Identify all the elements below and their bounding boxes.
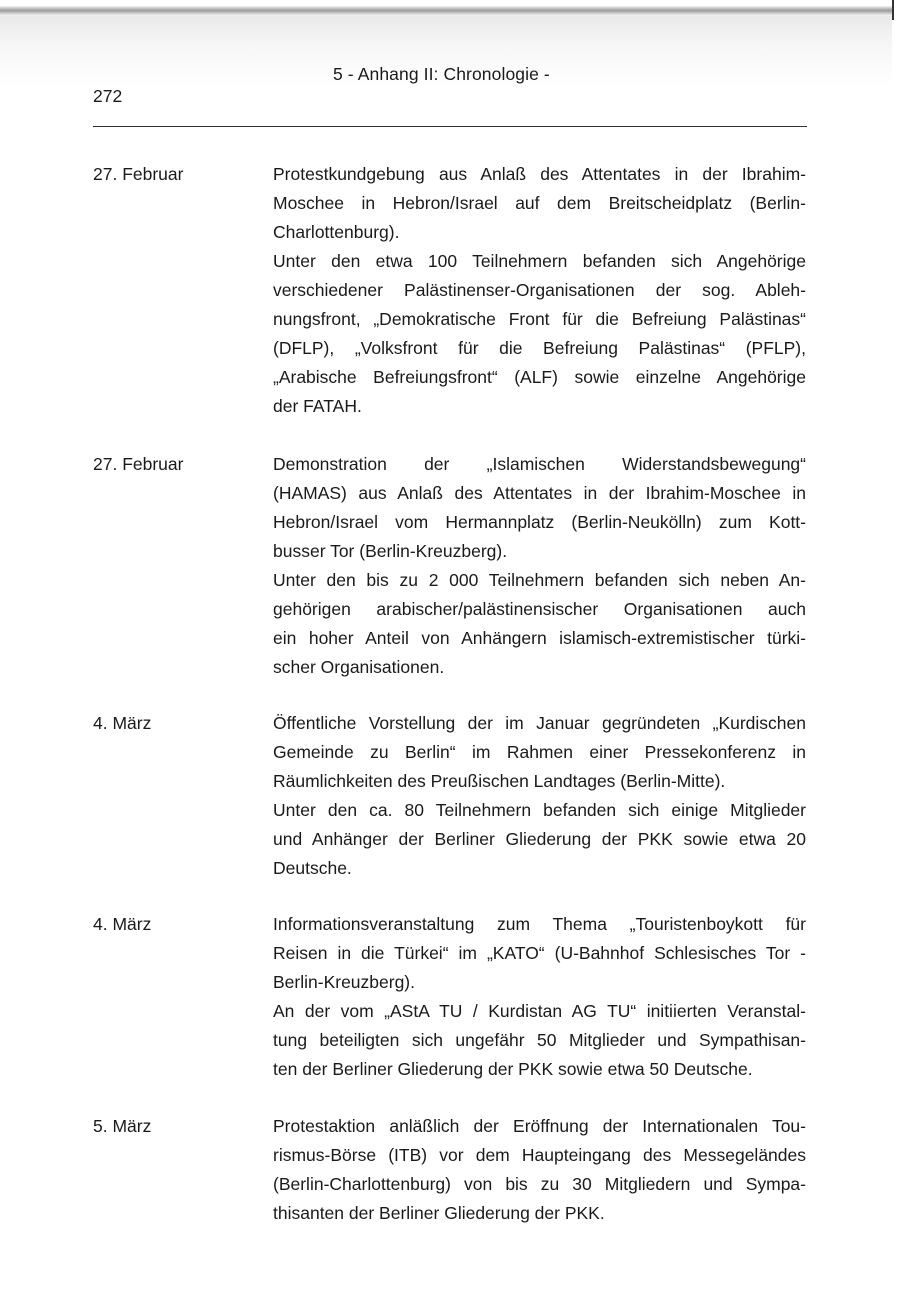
text-line: Öffentliche Vorstellung der im Januar gegründeten „Kurdischen xyxy=(273,713,806,733)
text-line: rismus-Börse (ITB) vor dem Haupteingang des Messegeländes xyxy=(273,1145,806,1165)
scan-top-shadow xyxy=(0,6,892,16)
entry-date: 27. Februar xyxy=(93,454,184,474)
text-line: Reisen in die Türkei“ im „KATO“ (U-Bahnhof Schlesisches Tor - xyxy=(273,943,806,963)
text-line: Informationsveranstaltung zum Thema „Touristenboykott für xyxy=(273,914,806,934)
text-line: Unter den etwa 100 Teilnehmern befanden sich Angehörige xyxy=(273,251,806,271)
text-line: busser Tor (Berlin-Kreuzberg). xyxy=(273,541,508,561)
entry-date: 27. Februar xyxy=(93,164,184,184)
text-line: Moschee in Hebron/Israel auf dem Breitscheidplatz (Berlin- xyxy=(273,193,806,213)
text-line: „Arabische Befreiungsfront“ (ALF) sowie einzelne Angehörige xyxy=(273,367,806,387)
entry-date: 4. März xyxy=(93,713,152,733)
scan-edge-mark xyxy=(892,0,894,20)
entry-description xyxy=(273,450,806,682)
entry-description xyxy=(273,1112,806,1228)
text-line: und Anhänger der Berliner Gliederung der PKK sowie etwa 20 xyxy=(273,829,806,849)
text-line: scher Organisationen. xyxy=(273,657,445,677)
text-line: Unter den ca. 80 Teilnehmern befanden sich einige Mitglieder xyxy=(273,800,806,820)
text-line: tung beteiligten sich ungefähr 50 Mitglieder und Sympathisan- xyxy=(273,1030,806,1050)
text-line: verschiedener Palästinenser-Organisationen der sog. Ableh- xyxy=(273,280,806,300)
text-line: der FATAH. xyxy=(273,396,362,416)
text-line: Protestaktion anläßlich der Eröffnung der Internationalen Tou- xyxy=(273,1116,806,1136)
text-line: thisanten der Berliner Gliederung der PKK. xyxy=(273,1203,605,1223)
text-line: Demonstration der „Islamischen Widerstandsbewegung“ xyxy=(273,454,806,474)
text-line: An der vom „AStA TU / Kurdistan AG TU“ initiierten Veranstal- xyxy=(273,1001,806,1021)
text-line: Berlin-Kreuzberg). xyxy=(273,972,415,992)
text-line: nungsfront, „Demokratische Front für die Befreiung Palästinas“ xyxy=(273,309,806,329)
text-line: Unter den bis zu 2 000 Teilnehmern befanden sich neben An- xyxy=(273,570,806,590)
entry-description xyxy=(273,910,806,1084)
text-line: Protestkundgebung aus Anlaß des Attentates in der Ibrahim- xyxy=(273,164,806,184)
page-number: 272 xyxy=(93,86,123,106)
running-header-title: 5 - Anhang II: Chronologie - xyxy=(333,64,550,84)
entry-date: 5. März xyxy=(93,1116,152,1136)
header-divider xyxy=(93,126,807,127)
text-line: ten der Berliner Gliederung der PKK sowie etwa 50 Deutsche. xyxy=(273,1059,753,1079)
text-line: Charlottenburg). xyxy=(273,222,400,242)
entry-description xyxy=(273,709,806,883)
entry-date: 4. März xyxy=(93,914,152,934)
text-line: gehörigen arabischer/palästinensischer Organisationen auch xyxy=(273,599,806,619)
text-line: (DFLP), „Volksfront für die Befreiung Palästinas“ (PFLP), xyxy=(273,338,806,358)
text-line: ein hoher Anteil von Anhängern islamisch-extremistischer türki- xyxy=(273,628,806,648)
text-line: Hebron/Israel vom Hermannplatz (Berlin-Neukölln) zum Kott- xyxy=(273,512,806,532)
entry-description xyxy=(273,160,806,421)
text-line: Gemeinde zu Berlin“ im Rahmen einer Pressekonferenz in xyxy=(273,742,806,762)
text-line: Räumlichkeiten des Preußischen Landtages (Berlin-Mitte). xyxy=(273,771,726,791)
text-line: (Berlin-Charlottenburg) von bis zu 30 Mitgliedern und Sympa- xyxy=(273,1174,806,1194)
text-line: Deutsche. xyxy=(273,858,352,878)
text-line: (HAMAS) aus Anlaß des Attentates in der Ibrahim-Moschee in xyxy=(273,483,806,503)
